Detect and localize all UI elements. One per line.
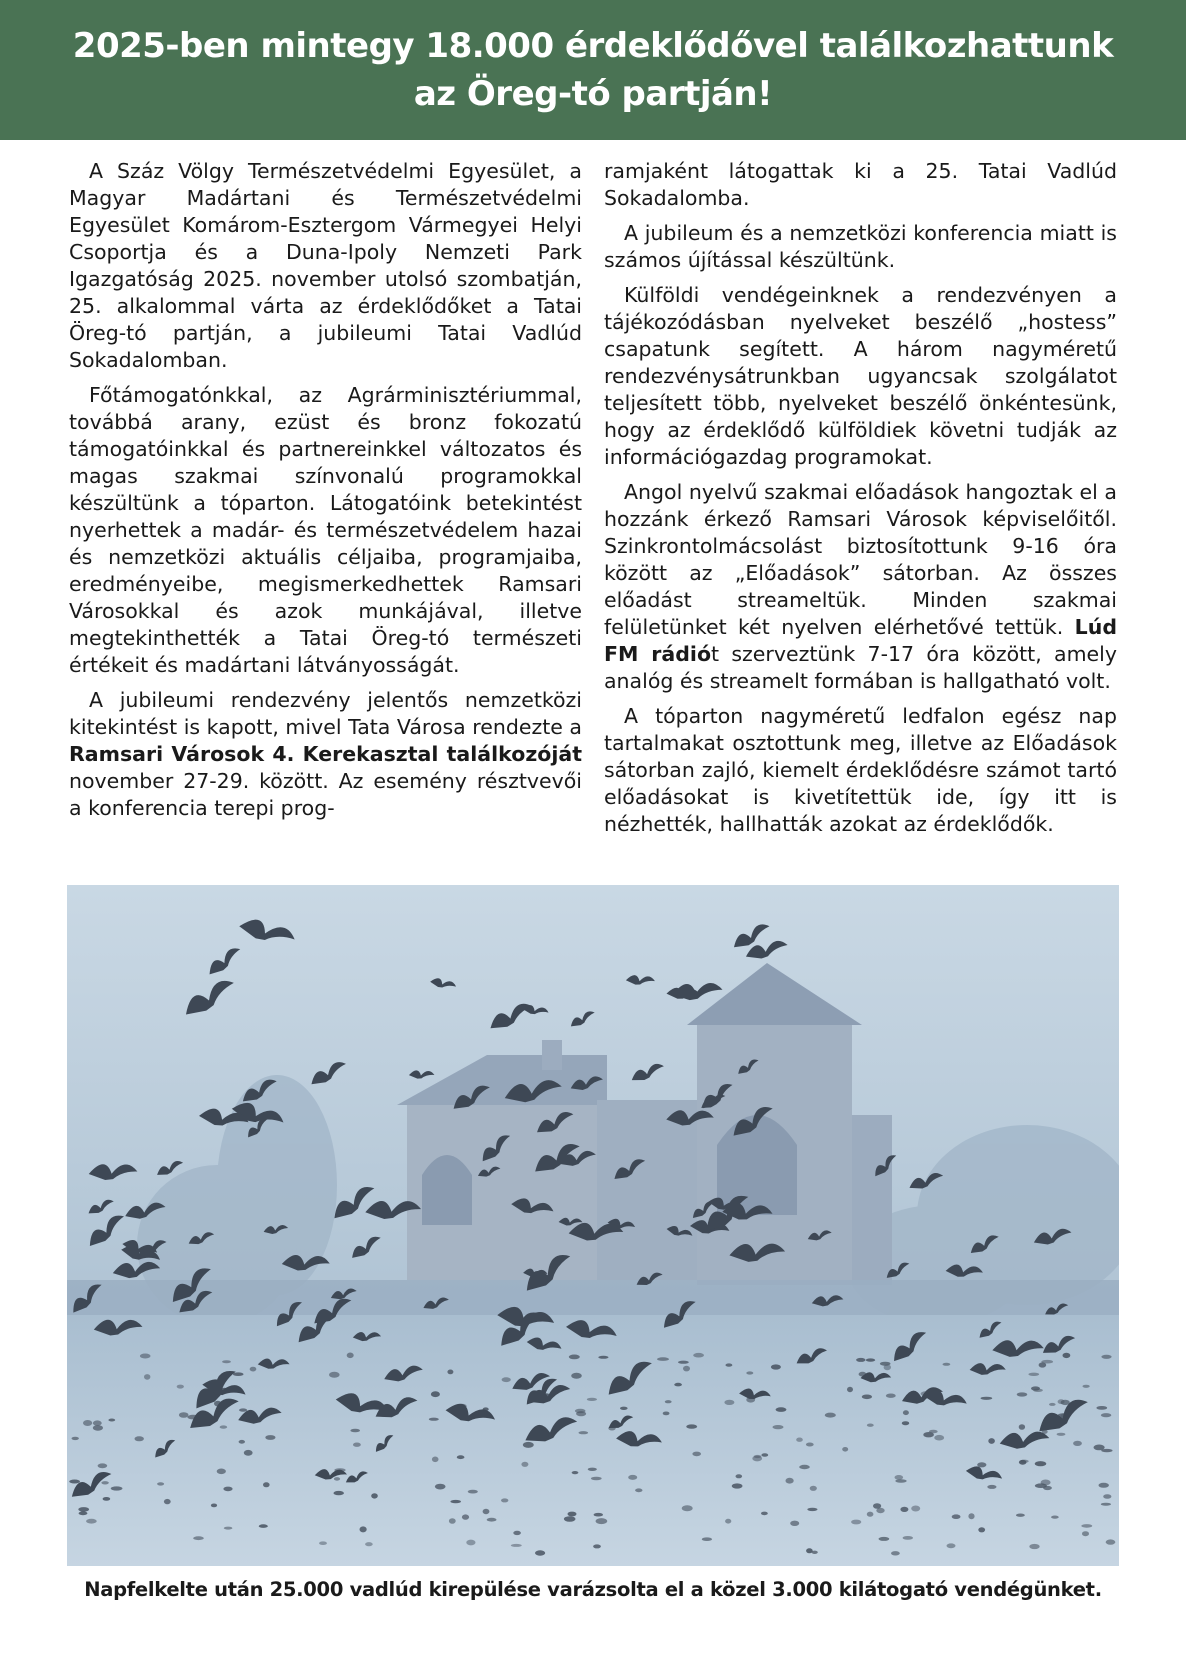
goose-on-water <box>1039 1362 1047 1367</box>
goose-on-water <box>702 1537 712 1541</box>
goose-on-water <box>462 1514 469 1519</box>
goose-on-water <box>663 1412 670 1416</box>
goose-on-water <box>879 1537 890 1541</box>
goose-on-water <box>842 1447 848 1452</box>
goose-on-water <box>1057 1433 1066 1436</box>
goose-on-water <box>265 1435 275 1440</box>
paragraph <box>604 479 1117 695</box>
goose-on-water <box>1101 1355 1111 1359</box>
goose-on-water <box>72 1437 79 1440</box>
goose-on-water <box>900 1507 908 1512</box>
goose-on-water <box>569 1355 580 1360</box>
goose-on-water <box>466 1540 475 1546</box>
title-line-1: 2025-ben mintegy 18.000 érdeklődővel találkozhattunk <box>72 26 1114 66</box>
goose-on-water <box>429 1418 439 1421</box>
goose-on-water <box>593 1544 601 1548</box>
goose-on-water <box>1083 1385 1090 1388</box>
goose-on-water <box>140 1354 151 1359</box>
goose-on-water <box>902 1421 909 1425</box>
goose-on-water <box>347 1353 354 1359</box>
goose-on-water <box>825 1413 836 1418</box>
goose-on-water <box>222 1360 231 1363</box>
goose-on-water <box>682 1505 693 1511</box>
goose-on-water <box>432 1457 439 1463</box>
paragraph: A Száz Völgy Természetvédelmi Egyesület, a Magyar Madártani és Természetvédelmi Egyesület Komárom-Esztergom Vármegyei Helyi Csoportja és a Duna-Ipoly Nemzeti Park Igazgatóság 2025. november utolsó szombatján, 25. alkalommal várta az érdeklődőket a Tatai Öreg-tó partján, a jubileumi Tatai Vadlúd Sokadalomban. <box>69 159 582 372</box>
goose-on-water <box>244 1450 253 1456</box>
goose-on-water <box>157 1482 164 1485</box>
goose-on-water <box>468 1490 478 1494</box>
goose-on-water <box>579 1431 589 1434</box>
goose-on-water <box>588 1468 597 1471</box>
goose-on-water <box>564 1516 576 1522</box>
goose-on-water <box>943 1363 951 1366</box>
goose-on-water <box>1101 1503 1111 1506</box>
goose-on-water <box>1017 1392 1028 1396</box>
goose-on-water <box>513 1531 521 1535</box>
geese-photo <box>67 885 1119 1566</box>
goose-on-water <box>1063 1353 1071 1358</box>
goose-on-water <box>1073 1441 1082 1446</box>
goose-on-water <box>449 1518 456 1524</box>
goose-on-water <box>217 1469 226 1475</box>
goose-on-water <box>587 1398 597 1401</box>
goose-on-water <box>535 1550 545 1555</box>
goose-on-water <box>98 1463 108 1468</box>
goose-on-water <box>1033 1389 1043 1392</box>
goose-on-water <box>572 1471 579 1474</box>
goose-on-water <box>746 1371 753 1374</box>
goose-on-water <box>319 1541 327 1545</box>
goose-on-water <box>1106 1539 1116 1544</box>
goose-on-water <box>69 1480 80 1484</box>
goose-on-water <box>880 1362 891 1366</box>
goose-on-water <box>135 1436 144 1441</box>
goose-on-water <box>977 1462 986 1467</box>
goose-on-water <box>678 1361 689 1364</box>
paragraph-text: november 27-29. között. Az esemény résztvevői a konferencia terepi prog- <box>69 769 582 820</box>
goose-on-water <box>1049 1403 1056 1406</box>
goose-on-water <box>761 1453 768 1457</box>
goose-on-water <box>810 1486 817 1491</box>
goose-on-water <box>790 1521 799 1526</box>
goose-on-water <box>103 1497 111 1501</box>
goose-on-water <box>177 1385 184 1389</box>
goose-on-water <box>108 1419 115 1422</box>
goose-on-water <box>179 1412 189 1418</box>
goose-on-water <box>93 1425 103 1431</box>
goose-on-water <box>511 1544 522 1547</box>
goose-on-water <box>947 1543 956 1548</box>
paragraph: A tóparton nagyméretű ledfalon egész nap tartalmakat osztottunk meg, illetve az Előadások sátorban zajló, kiemelt érdeklődésre számot tartó előadásokat is kivetítettük ide, így itt is nézhették, hallhatták azokat az érdeklődők. <box>604 704 1117 836</box>
goose-on-water <box>620 1407 628 1410</box>
goose-on-water <box>736 1474 743 1478</box>
paragraph: Külföldi vendégeinknek a rendezvényen a tájékozódásban nyelveket beszélő „hostess” csapatunk segített. A három nagyméretű rendezvénysátrunkban ugyancsak szolgálatot teljesített több, nyelveket beszélő önkéntesünk, hogy az érdeklődő külföldiek követni tudják az információgazdag programokat. <box>604 283 1117 469</box>
goose-on-water <box>101 1481 108 1484</box>
goose-on-water <box>978 1527 985 1532</box>
goose-on-water <box>487 1518 497 1522</box>
goose-on-water <box>1019 1460 1027 1465</box>
bold-emphasis: Ramsari Városok 4. Kerekasztal találkozóját <box>69 742 582 766</box>
goose-on-water <box>876 1508 884 1513</box>
goose-on-water <box>847 1387 853 1392</box>
goose-on-water <box>1035 1483 1047 1488</box>
goose-on-water <box>776 1407 787 1412</box>
goose-on-water <box>83 1420 92 1426</box>
goose-on-water <box>1096 1406 1107 1410</box>
goose-on-water <box>1019 1424 1025 1430</box>
goose-on-water <box>725 1519 731 1524</box>
goose-on-water <box>1029 1544 1039 1549</box>
goose-on-water <box>754 1455 762 1458</box>
goose-on-water <box>447 1370 453 1375</box>
photo-caption: Napfelkelte után 25.000 vadlúd kirepülése varázsolta el a közel 3.000 kilátogató vendégünket. <box>84 1578 1102 1601</box>
goose-on-water <box>1051 1516 1059 1519</box>
paragraph <box>69 687 582 822</box>
goose-on-water <box>598 1356 608 1359</box>
article-header <box>0 0 1186 140</box>
goose-on-water <box>329 1372 340 1378</box>
goose-on-water <box>211 1504 217 1508</box>
goose-on-water <box>866 1358 875 1361</box>
article-title <box>73 22 1113 118</box>
bold-emphasis: Lúd FM rádió <box>604 615 1117 666</box>
goose-on-water <box>371 1493 378 1498</box>
goose-on-water <box>353 1443 361 1447</box>
goose-on-water <box>594 1513 603 1517</box>
goose-on-water <box>903 1536 913 1540</box>
goose-on-water <box>224 1527 232 1530</box>
goose-on-water <box>1082 1531 1089 1536</box>
goose-on-water <box>891 1551 900 1555</box>
goose-on-water <box>988 1438 995 1444</box>
goose-on-water <box>457 1455 465 1459</box>
paragraph-text: Angol nyelvű szakmai előadások hangoztak el a hozzánk érkező Ramsari Városok képviselőitől. Szinkrontolmácsolást biztosítottunk 9-16 óra között az „Előadások” sátorban. Az összes előadást streameltük. Minden szakmai felületünket két nyelven elérhetővé tettük. <box>604 480 1117 639</box>
goose-on-water <box>239 1440 245 1444</box>
goose-on-water <box>1028 1373 1039 1376</box>
goose-on-water <box>93 1420 102 1425</box>
goose-on-water <box>934 1435 944 1441</box>
goose-on-water <box>732 1483 743 1488</box>
paragraph: Főtámogatónkkal, az Agrárminisztériummal, továbbá arany, ezüst és bronz fokozatú támogatóinkkal és partnereinkkel változatos és magas szakmai színvonalú programokkal készültünk a tóparton. Látogatóink betekintést nyerhettek a madár- és természetvédelem hazai és nemzetközi aktuális céljaiba, programjaiba, eredményeibe, megismerkedhettek Ramsari Városokkal és azok munkájával, illetve megtekinthették a Tatai Öreg-tó természeti értékeit és madártani látványosságát. <box>69 383 582 677</box>
shoreline <box>67 1280 1119 1320</box>
goose-on-water <box>952 1514 961 1519</box>
goose-on-water <box>628 1475 637 1480</box>
goose-on-water <box>1016 1514 1025 1517</box>
goose-on-water <box>220 1425 227 1428</box>
goose-on-water <box>771 1364 781 1369</box>
goose-on-water <box>1081 1524 1092 1528</box>
goose-on-water <box>365 1542 373 1546</box>
goose-on-water <box>981 1397 993 1400</box>
goose-on-water <box>86 1519 97 1524</box>
goose-on-water <box>591 1477 602 1480</box>
goose-on-water <box>523 1442 534 1448</box>
goose-on-water <box>501 1498 508 1502</box>
goose-on-water <box>895 1479 906 1482</box>
goose-on-water <box>334 1477 340 1481</box>
paragraph-text: t szerveztünk 7-17 óra között, amely analóg és streamelt formában is hallgatható volt. <box>604 642 1117 693</box>
article-body <box>69 158 1117 868</box>
goose-on-water <box>350 1429 360 1433</box>
goose-on-water <box>334 1491 344 1495</box>
left-column <box>69 158 582 868</box>
goose-on-water <box>521 1462 528 1467</box>
goose-on-water <box>79 1511 88 1515</box>
goose-on-water <box>665 1400 672 1403</box>
goose-on-water <box>193 1536 204 1540</box>
goose-on-water <box>686 1424 697 1428</box>
goose-on-water <box>987 1485 996 1489</box>
goose-on-water <box>1099 1483 1109 1488</box>
goose-on-water <box>806 1443 814 1447</box>
goose-on-water <box>903 1410 909 1415</box>
goose-on-water <box>851 1520 861 1525</box>
goose-on-water <box>911 1506 920 1512</box>
goose-on-water <box>724 1400 734 1405</box>
goose-on-water <box>683 1366 690 1372</box>
goose-on-water <box>923 1432 934 1437</box>
title-line-2: az Öreg-tó partján! <box>413 74 773 114</box>
goose-on-water <box>250 1367 257 1372</box>
goose-on-water <box>796 1438 803 1442</box>
goose-on-water <box>223 1487 232 1492</box>
goose-on-water <box>886 1394 896 1398</box>
goose-on-water <box>568 1512 577 1517</box>
paragraph: ramjaként látogattak ki a 25. Tatai Vadlúd Sokadalomba. <box>604 159 1117 210</box>
paragraph: A jubileum és a nemzetközi konferencia miatt is számos újítással készültünk. <box>604 221 1117 272</box>
goose-on-water <box>360 1526 367 1532</box>
goose-on-water <box>263 1482 270 1487</box>
goose-on-water <box>259 1524 268 1528</box>
goose-on-water <box>895 1475 904 1480</box>
goose-on-water <box>773 1425 784 1429</box>
goose-on-water <box>635 1488 642 1492</box>
goose-on-water <box>807 1508 817 1511</box>
goose-on-water <box>867 1424 874 1427</box>
goose-on-water <box>786 1478 794 1484</box>
goose-on-water <box>1094 1445 1105 1451</box>
goose-on-water <box>450 1500 461 1503</box>
goose-on-water <box>431 1391 440 1397</box>
goose-on-water <box>78 1507 89 1512</box>
goose-on-water <box>233 1372 244 1376</box>
right-column <box>604 158 1117 868</box>
goose-on-water <box>674 1383 682 1387</box>
goose-on-water <box>239 1408 247 1411</box>
paragraph-text: A jubileumi rendezvény jelentős nemzetközi kitekintést is kapott, mivel Tata Városa rendezte a <box>69 688 582 739</box>
goose-on-water <box>571 1373 582 1379</box>
goose-on-water <box>596 1518 608 1524</box>
goose-on-water <box>812 1551 818 1554</box>
goose-on-water <box>576 1411 586 1416</box>
goose-on-water <box>761 1512 768 1516</box>
goose-on-water <box>657 1357 669 1361</box>
goose-on-water <box>1035 1461 1047 1466</box>
goose-on-water <box>1103 1494 1111 1499</box>
goose-on-water <box>111 1486 123 1490</box>
goose-on-water <box>144 1374 150 1380</box>
goose-on-water <box>502 1377 511 1382</box>
goose-on-water <box>1101 1413 1111 1417</box>
goose-on-water <box>483 1509 490 1514</box>
goose-on-water <box>693 1353 704 1358</box>
goose-on-water <box>435 1484 446 1490</box>
geese-photo-illustration <box>67 885 1119 1566</box>
goose-on-water <box>856 1358 865 1362</box>
goose-on-water <box>692 1452 701 1457</box>
goose-on-water <box>164 1499 171 1504</box>
goose-on-water <box>862 1395 872 1400</box>
goose-on-water <box>968 1513 974 1519</box>
goose-on-water <box>867 1512 874 1517</box>
goose-on-water <box>799 1465 810 1469</box>
goose-on-water <box>726 1363 733 1366</box>
